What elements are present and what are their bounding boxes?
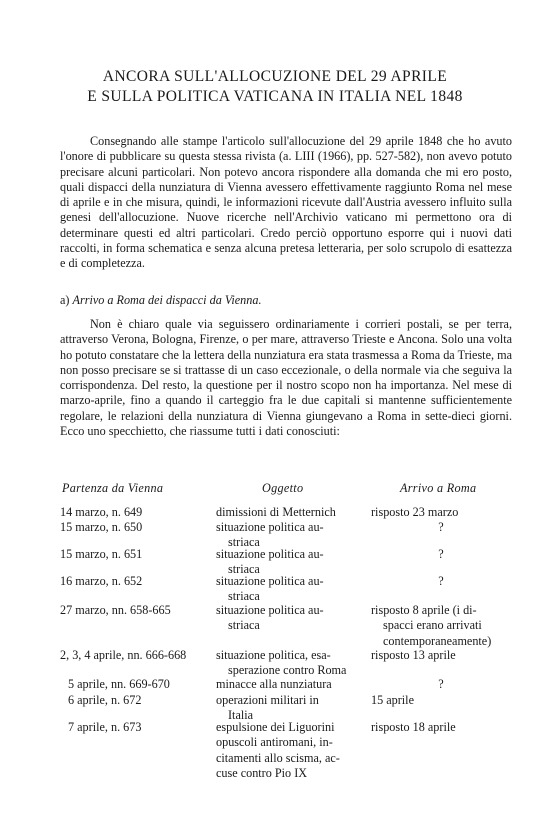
arrivo-cell [371,677,511,692]
oggetto-line: Italia [228,708,254,723]
partenza-cell: 2, 3, 4 aprile, nn. 666-668 [60,648,187,662]
article-title-line-2: E SULLA POLITICA VATICANA IN ITALIA NEL 1848 [87,88,463,105]
oggetto-line: dimissioni di Metternich [216,505,336,519]
arrivo-line: spacci erano arrivati [383,618,482,633]
arrivo-cell [371,693,511,708]
arrivo-line: risposto 8 aprile (i di- [371,603,477,617]
oggetto-line: situazione politica au- [216,520,324,534]
partenza-cell: 16 marzo, n. 652 [60,574,143,588]
arrivo-cell [371,574,511,589]
table-header-oggetto: Oggetto [262,481,304,495]
oggetto-line: espulsione dei Liguorini [216,720,335,734]
oggetto-line: striaca [228,589,260,604]
article-title-line-1: ANCORA SULL'ALLOCUZIONE DEL 29 APRILE [102,68,448,85]
arrivo-line: contemporaneamente) [383,633,492,648]
oggetto-line: operazioni militari in [216,693,319,707]
arrivo-line: risposto 13 aprile [371,648,456,662]
partenza-cell: 6 aprile, n. 672 [68,693,142,707]
arrivo-cell [371,648,511,663]
oggetto-cell [216,720,358,781]
arrivo-line: risposto 18 aprile [371,720,456,734]
section-title: Arrivo a Roma dei dispacci da Vienna. [72,293,262,307]
intro-paragraph [60,134,512,272]
section-prefix: a) [60,293,73,307]
oggetto-line: situazione politica au- [216,547,324,561]
arrivo-cell [371,505,511,520]
table-header-arrivo: Arrivo a Roma [400,481,477,495]
partenza-cell: 15 marzo, n. 650 [60,520,143,534]
oggetto-line: situazione politica au- [216,603,324,617]
arrivo-line: ? [438,547,444,561]
oggetto-cell [216,520,358,551]
oggetto-line: citamenti allo scisma, ac- [216,750,340,765]
oggetto-line: striaca [228,535,260,550]
oggetto-cell [216,547,358,578]
arrivo-cell [371,547,511,562]
arrivo-cell [371,520,511,535]
oggetto-line: opuscoli antiromani, in- [216,735,333,750]
body-text: Non è chiaro quale via seguissero ordinariamente i corrieri postali, se per terra, attraverso Verona, Bologna, Firenze, o per mare, attraverso Trieste e Ancona. Solo una volta ho potuto constatare che la lettera della nunziatura era stata trasmessa a Roma da Trieste, ma non posso precisare se si trattasse di un caso eccezionale, o della normale via che seguiva la corrispondenza. Del resto, la questione per il nostro scopo non ha importanza. Nel mese di marzo-aprile, fino a quando il carteggio fra le due capitali si mantenne sufficientemente regolare, le relazioni della nunziatura di Vienna giungevano a Roma in sette-dieci giorni. Ecco uno specchietto, che riassume tutti i dati conosciuti: [60,317,512,439]
arrivo-line: risposto 23 marzo [371,505,459,519]
oggetto-line: situazione politica au- [216,574,324,588]
oggetto-cell [216,574,358,605]
oggetto-line: situazione politica, esa- [216,648,331,662]
body-paragraph [60,317,512,439]
arrivo-cell [371,720,511,735]
oggetto-cell [216,693,358,724]
partenza-cell: 27 marzo, nn. 658-665 [60,603,171,617]
partenza-cell: 7 aprile, n. 673 [68,720,142,734]
arrivo-line: ? [438,520,444,534]
partenza-cell: 14 marzo, n. 649 [60,505,143,519]
section-heading [60,293,262,308]
arrivo-line: 15 aprile [371,693,414,707]
partenza-cell: 5 aprile, nn. 669-670 [68,677,170,691]
oggetto-line: striaca [228,618,260,633]
arrivo-line: ? [438,677,444,691]
oggetto-cell [216,648,358,679]
oggetto-cell [216,505,358,520]
oggetto-line: minacce alla nunziatura [216,677,332,691]
oggetto-line: sperazione contro Roma [228,663,347,678]
table-header-partenza: Partenza da Vienna [62,481,164,495]
intro-text: Consegnando alle stampe l'articolo sull'allocuzione del 29 aprile 1848 che ho avuto l'onore di pubblicare su questa stessa rivista (a. LIII (1966), pp. 527-582), non avevo potuto precisare alcuni particolari. Non potevo ancora rispondere alla domanda che mi ero posto, quali dispacci della nunziatura di Vienna avessero effettivamente raggiunto Roma nel mese di aprile e in che misura, quindi, le informazioni ricevute dall'Austria avessero influito sulla genesi dell'allocuzione. Nuove ricerche nell'Archivio vaticano mi permettono ora di determinare questi ed altri particolari. Credo perciò opportuno esporre qui i nuovi dati raccolti, in forma schematica e senza alcuna pretesa letteraria, per solo scrupolo di esattezza e di completezza. [60,134,512,271]
oggetto-line: cuse contro Pio IX [216,765,308,780]
oggetto-cell [216,603,358,634]
arrivo-cell [371,603,511,649]
partenza-cell: 15 marzo, n. 651 [60,547,143,561]
arrivo-line: ? [438,574,444,588]
oggetto-cell [216,677,358,692]
oggetto-line: striaca [228,562,260,577]
